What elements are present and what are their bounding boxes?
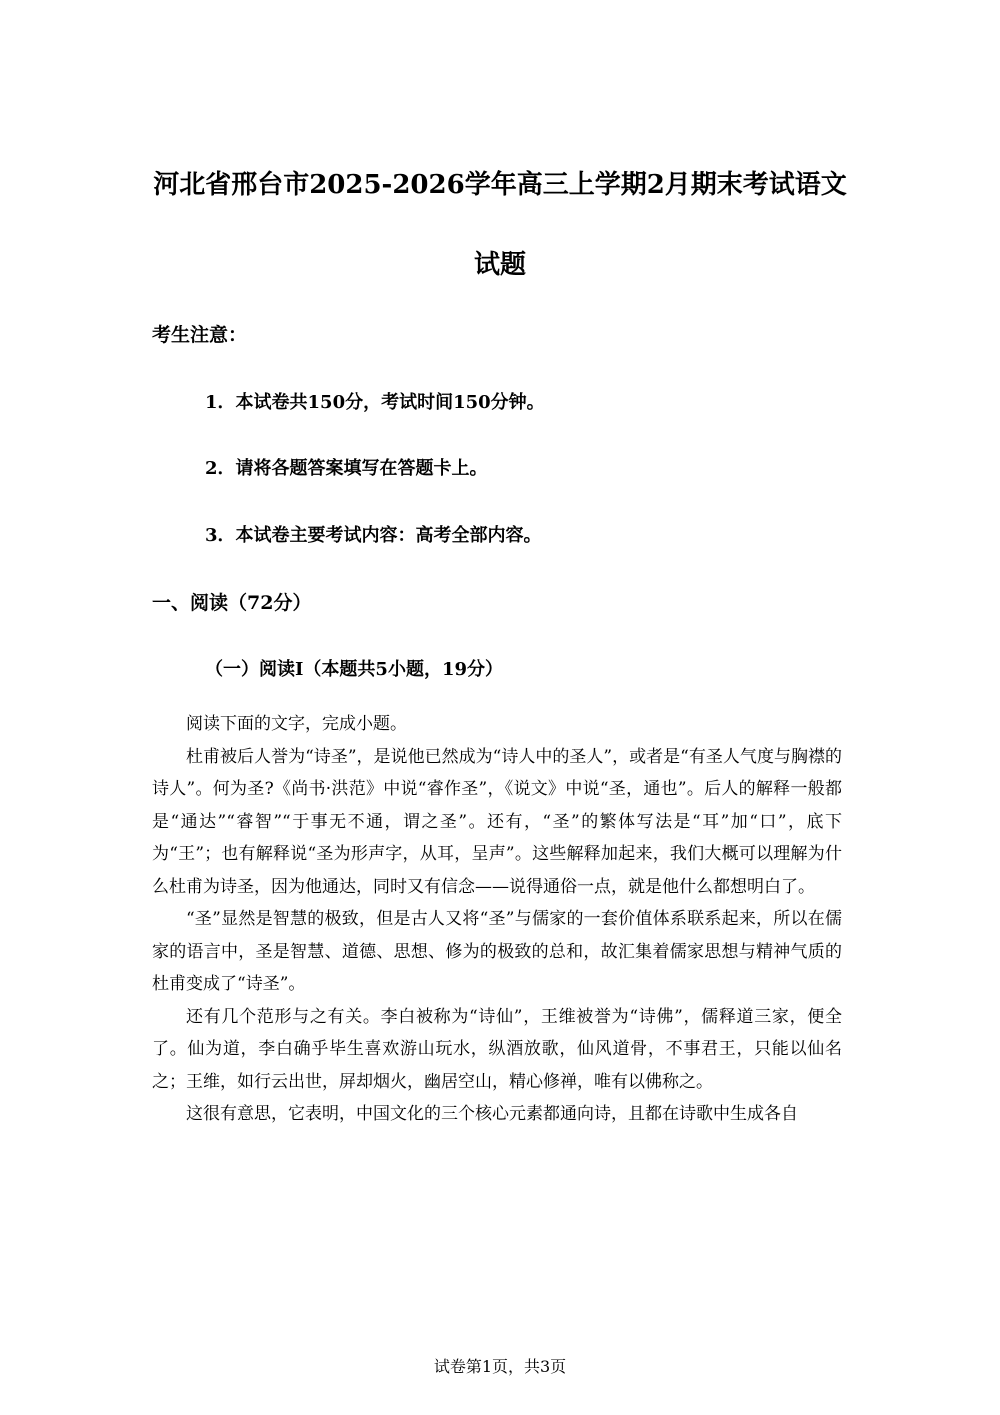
passage-paragraph: “圣”显然是智慧的极致，但是古人又将“圣”与儒家的一套价值体系联系起来，所以在儒家的语言中，圣是智慧、道德、思想、修为的极致的总和，故汇集着儒家思想与精神气质的杜甫变成了“诗圣”。	[152, 909, 842, 994]
section-heading: 一、阅读（72分）	[152, 592, 312, 614]
notice-item: 2．请将各题答案填写在答题卡上。	[205, 458, 488, 479]
page-footer: 试卷第1页，共3页	[433, 1357, 567, 1376]
notice-item: 3．本试卷主要考试内容：高考全部内容。	[205, 525, 542, 546]
page-title-continuation: 试题	[473, 250, 526, 280]
reading-passage	[152, 708, 842, 1131]
subsection-heading: （一）阅读I（本题共5小题，19分）	[205, 659, 503, 680]
page-title: 河北省邢台市2025-2026学年高三上学期2月期末考试语文	[153, 170, 847, 200]
instruction-paragraph: 阅读下面的文字，完成小题。	[186, 714, 407, 734]
notice-item: 1．本试卷共150分，考试时间150分钟。	[205, 392, 545, 413]
notice-label: 考生注意：	[152, 324, 248, 346]
passage-paragraph: 这很有意思，它表明，中国文化的三个核心元素都通向诗，且都在诗歌中生成各自	[186, 1104, 798, 1124]
passage-paragraph: 杜甫被后人誉为“诗圣”，是说他已然成为“诗人中的圣人”，或者是“有圣人气度与胸襟的诗人”。何为圣?《尚书·洪范》中说“睿作圣”，《说文》中说“圣，通也”。后人的解释一般都是“通达”“睿智”“于事无不通，谓之圣”。还有，“圣”的繁体写法是“耳”加“口”，底下为“王”；也有解释说“圣为形声字，从耳，呈声”。这些解释加起来，我们大概可以理解为什么杜甫为诗圣，因为他通达，同时又有信念——说得通俗一点，就是他什么都想明白了。	[152, 746, 842, 897]
passage-paragraph: 还有几个范形与之有关。李白被称为“诗仙”，王维被誉为“诗佛”，儒释道三家，便全了。仙为道，李白确乎毕生喜欢游山玩水，纵酒放歌，仙风道骨，不事君王，只能以仙名之；王维，如行云出世，屏却烟火，幽居空山，精心修禅，唯有以佛称之。	[152, 1006, 842, 1092]
